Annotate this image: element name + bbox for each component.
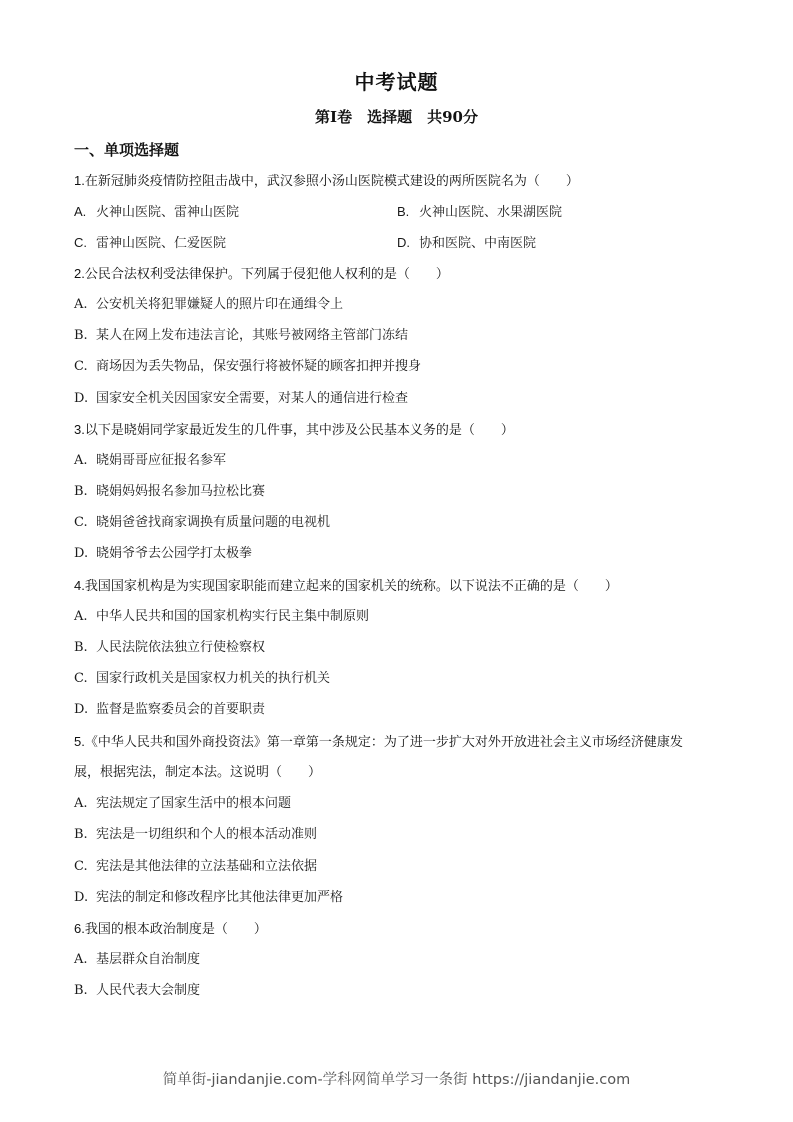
option-letter: A.	[74, 796, 88, 811]
option-letter: D.	[74, 391, 89, 406]
question-1-option-a	[74, 202, 239, 223]
question-text: 展，根据宪法，制定本法。这说明（ ）	[74, 765, 322, 780]
option-text: 监督是监察委员会的首要职责	[96, 702, 266, 717]
question-4-stem	[74, 576, 618, 597]
section-heading: 一、单项选择题	[74, 141, 180, 159]
page-title: 中考试题	[354, 70, 439, 94]
option-letter: C.	[74, 859, 88, 874]
question-3-option-a	[74, 451, 226, 471]
question-number: 1.	[74, 173, 85, 188]
option-text: 晓娟爷爷去公园学打太极拳	[96, 546, 253, 561]
question-number: 2.	[74, 266, 85, 281]
question-3-option-d	[74, 544, 252, 564]
option-letter: B.	[74, 328, 88, 343]
question-number: 6.	[74, 921, 85, 936]
question-text: 公民合法权利受法律保护。下列属于侵犯他人权利的是（ ）	[84, 267, 449, 282]
option-text: 晓娟哥哥应征报名参军	[96, 453, 227, 468]
question-3-option-b	[74, 482, 265, 502]
option-text: 火神山医院、雷神山医院	[96, 205, 240, 220]
option-letter: B.	[74, 827, 88, 842]
question-text: 在新冠肺炎疫情防控阻击战中，武汉参照小汤山医院模式建设的两所医院名为（ ）	[84, 174, 579, 189]
option-letter: B.	[74, 484, 88, 499]
question-2-stem	[74, 264, 449, 285]
question-5-option-c	[74, 857, 317, 877]
question-3-stem	[74, 420, 514, 441]
option-text: 宪法是其他法律的立法基础和立法依据	[96, 859, 318, 874]
option-text: 宪法规定了国家生活中的根本问题	[96, 796, 292, 811]
question-number: 3.	[74, 422, 85, 437]
option-text: 人民法院依法独立行使检察权	[96, 640, 266, 655]
option-text: 商场因为丢失物品，保安强行将被怀疑的顾客扣押并搜身	[96, 359, 422, 374]
question-5-stem-line-1	[74, 732, 683, 753]
option-text: 国家行政机关是国家权力机关的执行机关	[96, 671, 331, 686]
option-text: 火神山医院、水果湖医院	[419, 205, 563, 220]
question-number: 5.	[74, 734, 85, 749]
question-1-option-c	[74, 233, 226, 254]
option-letter: A.	[74, 453, 88, 468]
question-text: 我国的根本政治制度是（ ）	[84, 922, 267, 937]
question-6-option-b	[74, 981, 200, 1001]
option-text: 基层群众自治制度	[96, 952, 201, 967]
question-3-option-c	[74, 513, 330, 533]
question-4-option-a	[74, 607, 369, 627]
question-6-option-a	[74, 950, 200, 970]
option-text: 宪法的制定和修改程序比其他法律更加严格	[96, 890, 344, 905]
question-1-stem	[74, 171, 579, 192]
option-text: 公安机关将犯罪嫌疑人的照片印在通缉令上	[96, 297, 344, 312]
question-5-stem-line-2	[74, 763, 321, 783]
option-letter: D.	[397, 235, 410, 250]
question-5-option-b	[74, 825, 317, 845]
question-text: 以下是晓娟同学家最近发生的几件事，其中涉及公民基本义务的是（ ）	[84, 423, 514, 438]
option-letter: A.	[74, 952, 88, 967]
option-letter: B.	[74, 640, 88, 655]
question-number: 4.	[74, 578, 85, 593]
question-1-option-b	[397, 202, 562, 223]
question-2-option-c	[74, 357, 421, 377]
question-2-option-b	[74, 326, 408, 346]
question-5-option-a	[74, 794, 291, 814]
option-letter: C.	[74, 515, 88, 530]
question-text: 《中华人民共和国外商投资法》第一章第一条规定：为了进一步扩大对外开放进社会主义市场经济健康发	[84, 735, 683, 750]
option-text: 中华人民共和国的国家机构实行民主集中制原则	[96, 609, 370, 624]
option-letter: C.	[74, 235, 87, 250]
option-letter: C.	[74, 359, 88, 374]
question-1-option-d	[397, 233, 536, 254]
question-text: 我国国家机构是为实现国家职能而建立起来的国家机关的统称。以下说法不正确的是（ ）	[84, 579, 618, 594]
option-text: 协和医院、中南医院	[419, 236, 537, 251]
option-text: 某人在网上发布违法言论，其账号被网络主管部门冻结	[96, 328, 409, 343]
option-letter: B.	[397, 204, 410, 219]
option-text: 晓娟爸爸找商家调换有质量问题的电视机	[96, 515, 331, 530]
question-2-option-a	[74, 295, 343, 315]
option-text: 国家安全机关因国家安全需要，对某人的通信进行检查	[96, 391, 409, 406]
question-2-option-d	[74, 389, 408, 409]
page-subtitle: 第Ⅰ卷 选择题 共90分	[315, 108, 478, 126]
option-letter: D.	[74, 890, 89, 905]
option-text: 宪法是一切组织和个人的根本活动准则	[96, 827, 318, 842]
option-text: 晓娟妈妈报名参加马拉松比赛	[96, 484, 266, 499]
option-text: 人民代表大会制度	[96, 983, 201, 998]
question-6-stem	[74, 919, 267, 940]
footer-watermark: 简单街-jiandanjie.com-学科网简单学习一条街 https://jiandanjie.com	[162, 1072, 631, 1088]
option-letter: A.	[74, 609, 88, 624]
question-4-option-d	[74, 700, 265, 720]
option-letter: D.	[74, 546, 89, 561]
option-letter: D.	[74, 702, 89, 717]
question-4-option-b	[74, 638, 265, 658]
option-letter: B.	[74, 983, 88, 998]
option-letter: A.	[74, 297, 88, 312]
option-letter: C.	[74, 671, 88, 686]
option-text: 雷神山医院、仁爱医院	[96, 236, 227, 251]
question-4-option-c	[74, 669, 330, 689]
option-letter: A.	[74, 204, 87, 219]
question-5-option-d	[74, 888, 343, 908]
